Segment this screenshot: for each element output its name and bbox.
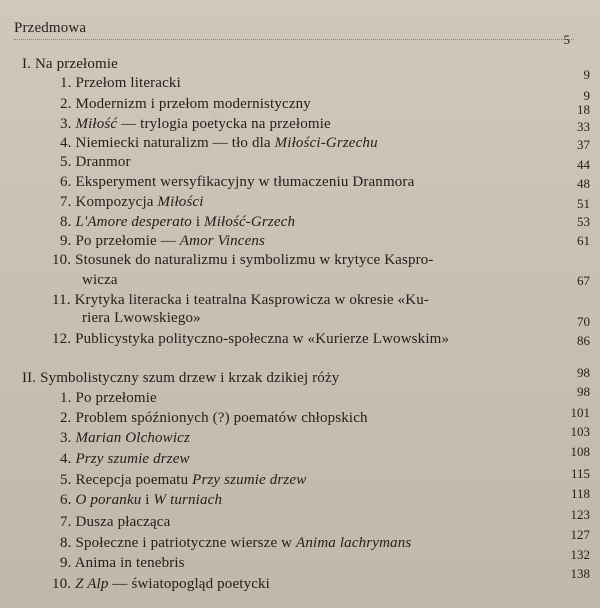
toc-entry: 1. Przełom literacki <box>60 75 181 91</box>
toc-entry: 4. Przy szumie drzew <box>60 451 190 467</box>
toc-entry-page: 132 <box>570 547 590 562</box>
toc-entry-continuation: riera Lwowskiego» <box>82 310 201 326</box>
toc-entry-page: 86 <box>577 333 590 348</box>
toc-entry-page: 18 <box>577 102 590 117</box>
toc-entry-page: 103 <box>570 424 590 439</box>
toc-entry-page: 33 <box>577 119 590 134</box>
toc-entry-page: 115 <box>570 466 590 481</box>
toc-entry: 1. Po przełomie <box>60 390 157 406</box>
part2-page: 98 <box>577 365 590 380</box>
toc-entry-page: 70 <box>577 314 590 329</box>
toc-entry-page: 108 <box>570 444 590 459</box>
part1-page: 9 <box>583 67 590 82</box>
toc-entry-page: 61 <box>577 233 590 248</box>
toc-entry: 10. Stosunek do naturalizmu i symbolizmu w krytyce Kaspro- <box>52 252 434 268</box>
toc-entry: 3. Miłość — trylogia poetycka na przełomie <box>60 116 331 132</box>
toc-entry-page: 37 <box>577 137 590 152</box>
toc-entry-page: 51 <box>577 196 590 211</box>
toc-entry: 5. Dranmor <box>60 154 131 170</box>
toc-entry-page: 44 <box>577 157 590 172</box>
part1-title: I. Na przełomie <box>22 56 118 72</box>
toc-entry: 6. O poranku i W turniach <box>60 492 223 508</box>
toc-entry-page: 9 <box>583 88 590 103</box>
toc-entry-page: 53 <box>577 214 590 229</box>
toc-entry: 12. Publicystyka polityczno-społeczna w «Kurierze Lwowskim» <box>52 331 450 347</box>
toc-entry-page: 123 <box>570 507 590 522</box>
toc-entry-page: 48 <box>577 176 590 191</box>
toc-entry-page: 98 <box>577 384 590 399</box>
preface-title: Przedmowa <box>14 20 87 36</box>
toc-entry-page: 127 <box>570 527 590 542</box>
toc-entry-continuation: wicza <box>82 272 118 288</box>
toc-entry-page: 101 <box>570 405 590 420</box>
toc-entry: 7. Kompozycja Miłości <box>60 194 204 210</box>
part2-title: II. Symbolistyczny szum drzew i krzak dzikiej róży <box>22 370 340 386</box>
toc-entry: 9. Po przełomie — Amor Vincens <box>60 233 266 249</box>
toc-entry: 9. Anima in tenebris <box>60 555 185 571</box>
toc-entry: 7. Dusza płacząca <box>60 514 171 530</box>
toc-entry: 2. Problem spóźnionych (?) poematów chłopskich <box>60 410 368 426</box>
preface-page: 5 <box>563 32 570 47</box>
toc-entry: 2. Modernizm i przełom modernistyczny <box>60 96 311 112</box>
toc-entry-page: 118 <box>570 486 590 501</box>
toc-entry: 8. L'Amore desperato i Miłość-Grzech <box>60 214 296 230</box>
toc-entry: 6. Eksperyment wersyfikacyjny w tłumaczeniu Dranmora <box>60 174 415 190</box>
toc-entry: 11. Krytyka literacka i teatralna Kasprowicza w okresie «Ku- <box>52 292 430 308</box>
toc-entry: 5. Recepcja poematu Przy szumie drzew <box>60 472 307 488</box>
preface-underline <box>14 39 574 40</box>
toc-entry-page: 67 <box>577 273 590 288</box>
toc-entry: 3. Marian Olchowicz <box>60 430 190 446</box>
toc-entry: 8. Społeczne i patriotyczne wiersze w Anima lachrymans <box>60 535 412 551</box>
toc-entry: 10. Z Alp — światopogląd poetycki <box>52 576 271 592</box>
toc-entry-page: 138 <box>570 566 590 581</box>
toc-entry: 4. Niemiecki naturalizm — tło dla Miłości-Grzechu <box>60 135 378 151</box>
